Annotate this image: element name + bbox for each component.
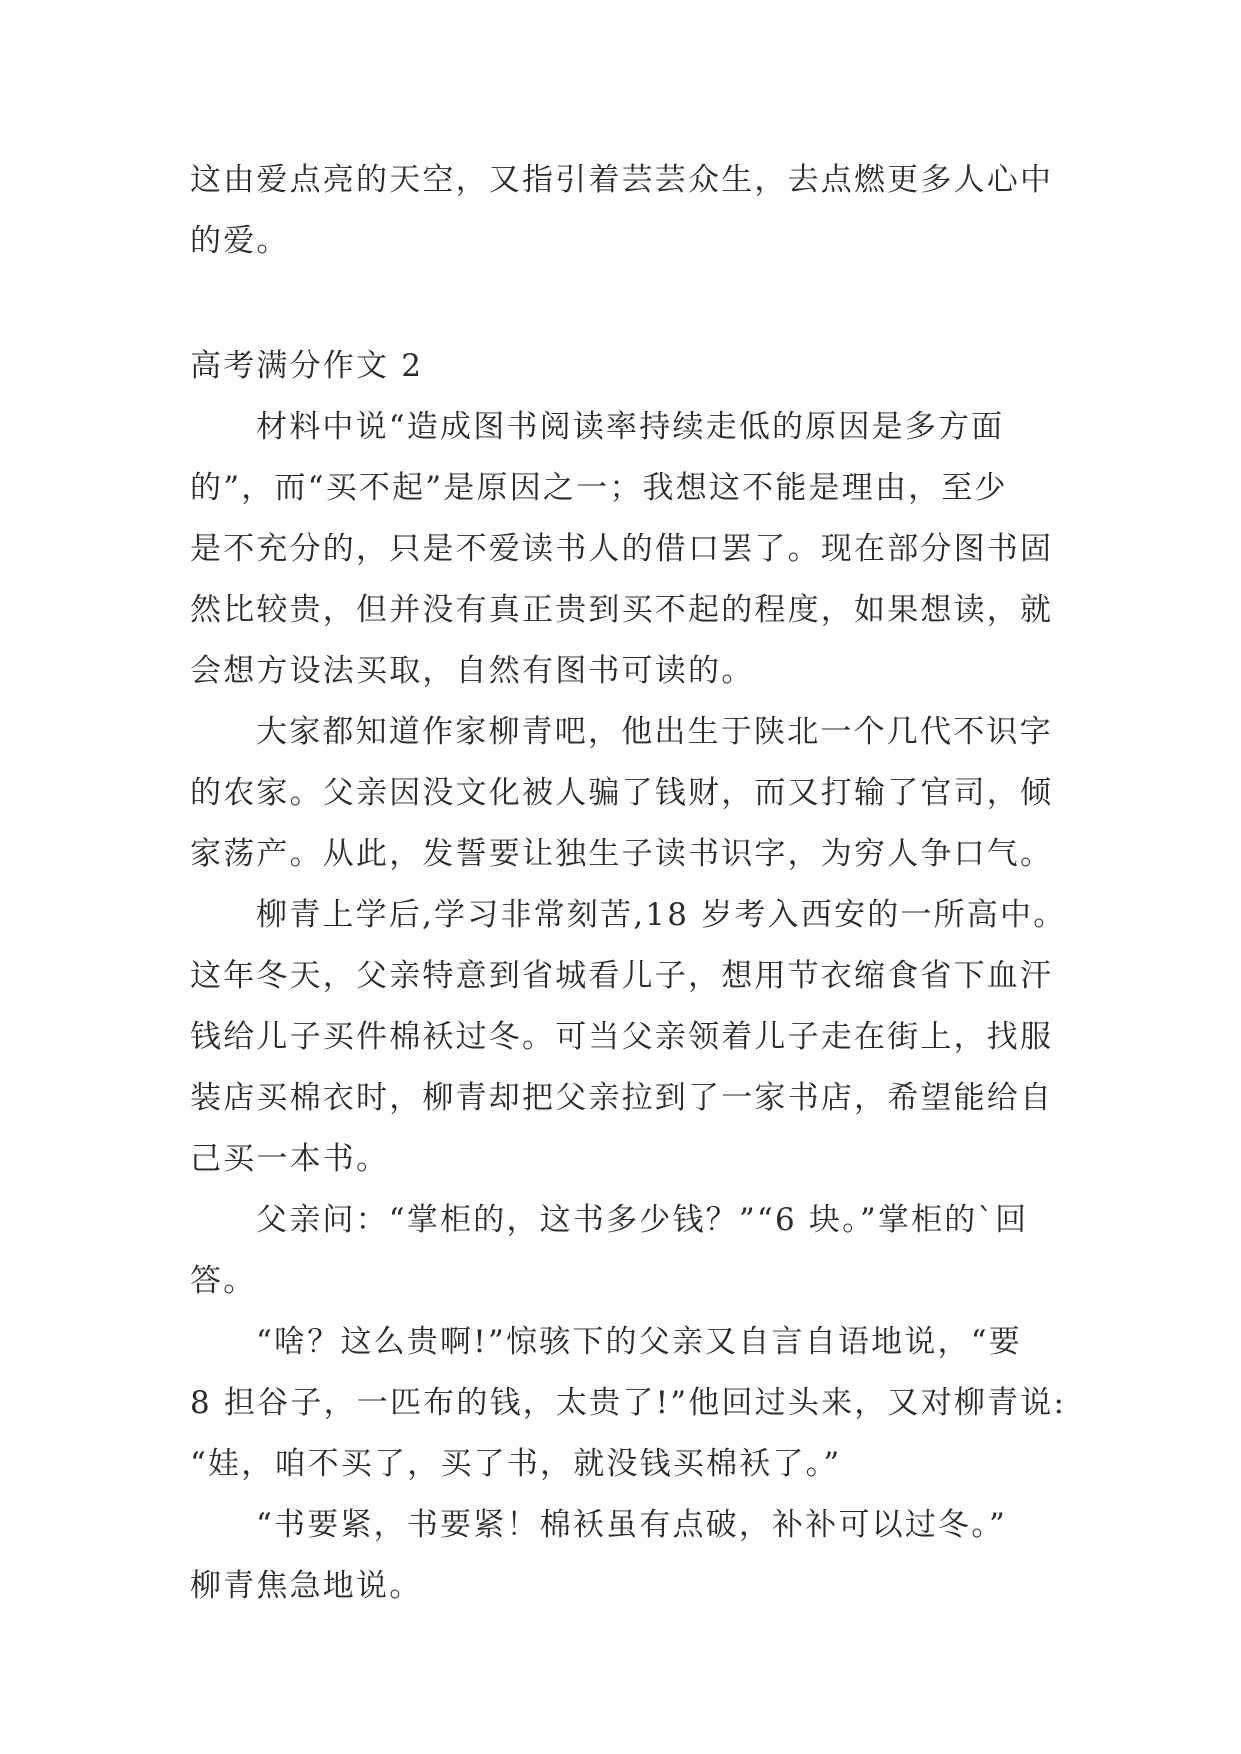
text-line: 柳青焦急地说。	[190, 1568, 423, 1604]
text-line: 家荡产。从此，发誓要让独生子读书识字，为穷人争口气。	[190, 836, 1054, 872]
section-spacer	[190, 272, 1060, 336]
text-line: “娃，咱不买了，买了书，就没钱买棉袄了。”	[190, 1446, 842, 1482]
text-line: 柳青上学后,学习非常刻苦,18 岁考入西安的一所高中。	[256, 897, 1067, 933]
text-line: 材料中说“造成图书阅读率持续走低的原因是多方面	[256, 409, 1005, 445]
paragraph-2	[190, 702, 1060, 885]
text-line: 的”，而“买不起”是原因之一；我想这不能是理由，至少	[190, 470, 1008, 506]
text-line: “啥？这么贵啊!”惊骇下的父亲又自言自语地说，“要	[256, 1324, 1022, 1360]
text-line: 己买一本书。	[190, 1141, 390, 1177]
text-line: 的农家。父亲因没文化被人骗了钱财，而又打输了官司，倾	[190, 775, 1054, 811]
text-line: 然比较贵，但并没有真正贵到买不起的程度，如果想读，就	[190, 592, 1054, 628]
section-heading: 高考满分作文 2	[190, 348, 424, 384]
text-line: 大家都知道作家柳青吧，他出生于陕北一个几代不识字	[256, 714, 1053, 750]
text-line: 的爱。	[190, 223, 290, 259]
document-body	[190, 150, 1067, 1617]
text-line: 会想方设法买取，自然有图书可读的。	[190, 653, 755, 689]
text-line: 这由爱点亮的天空，又指引着芸芸众生，去点燃更多人心中	[190, 162, 1054, 198]
paragraph-4	[190, 1190, 1060, 1312]
text-line: 这年冬天，父亲特意到省城看儿子，想用节衣缩食省下血汗	[190, 958, 1054, 994]
text-line: 8 担谷子，一匹布的钱，太贵了!”他回过头来，又对柳青说:	[190, 1385, 1067, 1421]
text-line: “书要紧，书要紧！棉袄虽有点破，补补可以过冬。”	[256, 1507, 1007, 1543]
paragraph-1	[190, 397, 1060, 702]
text-line: 装店买棉衣时，柳青却把父亲拉到了一家书店，希望能给自	[190, 1080, 1054, 1116]
text-line: 钱给儿子买件棉袄过冬。可当父亲领着儿子走在街上，找服	[190, 1019, 1054, 1055]
text-line: 答。	[190, 1263, 257, 1299]
paragraph-3	[190, 885, 1067, 1190]
intro-paragraph	[190, 150, 1060, 272]
text-line: 是不充分的，只是不爱读书人的借口罢了。现在部分图书固	[190, 531, 1054, 567]
paragraph-5	[190, 1312, 1067, 1495]
paragraph-6	[190, 1495, 1060, 1617]
text-line: 父亲问：“掌柜的，这书多少钱？”“6 块。”掌柜的`回	[256, 1202, 1029, 1238]
